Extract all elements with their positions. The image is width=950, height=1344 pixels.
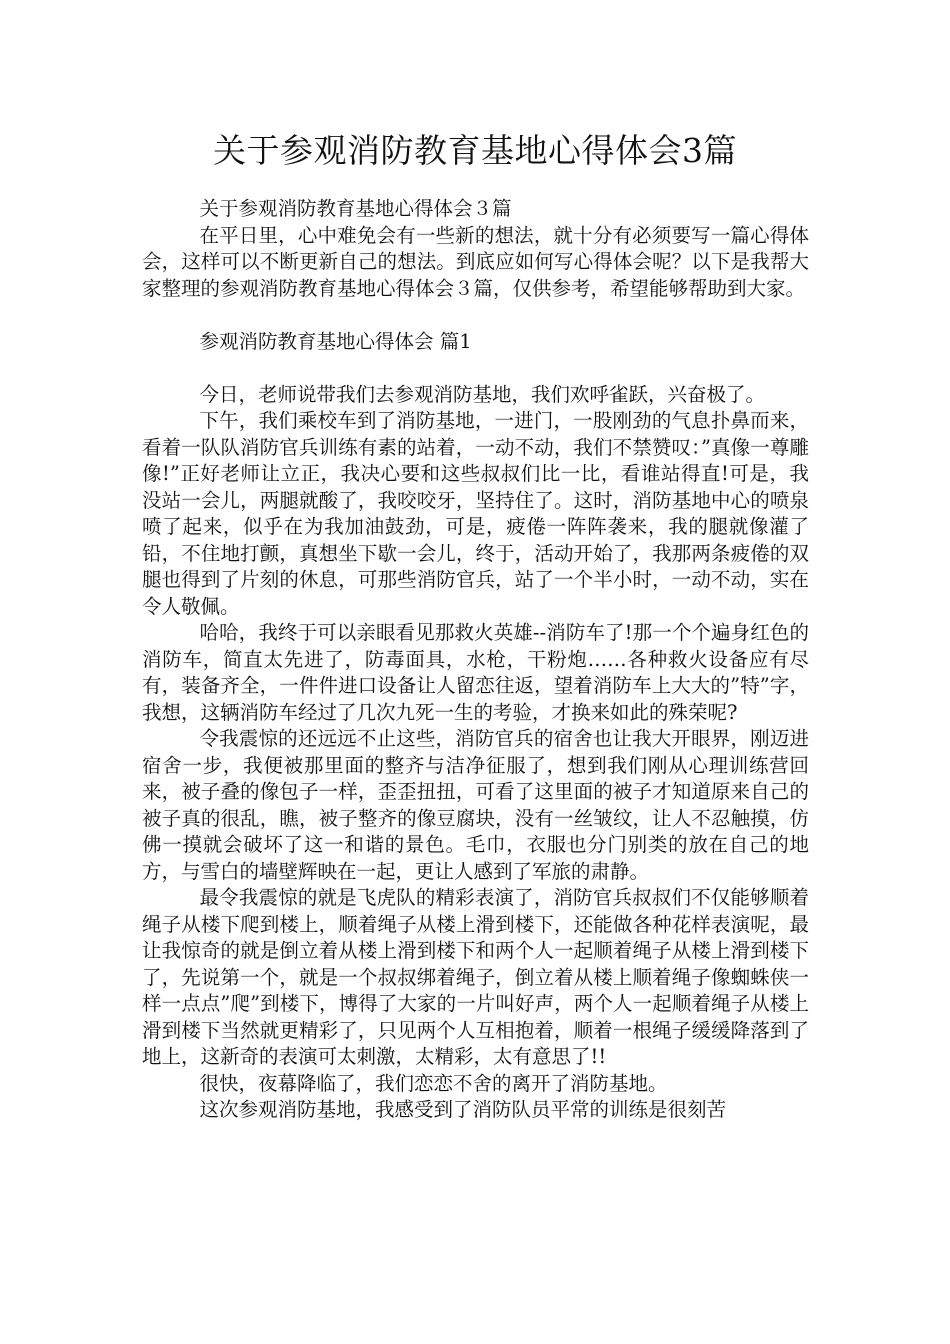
intro-paragraph: 在平日里，心中难免会有一些新的想法，就十分有必须要写一篇心得体会，这样可以不断更新自己的想法。到底应如何写心得体会呢？以下是我帮大家整理的参观消防教育基地心得体会３篇，仅供参考，希望能够帮助到大家。 bbox=[142, 223, 809, 300]
section-heading: 参观消防教育基地心得体会 篇1 bbox=[199, 329, 472, 353]
document-title: 关于参观消防教育基地心得体会3篇 bbox=[213, 131, 737, 170]
body-paragraph: 今日，老师说带我们去参观消防基地，我们欢呼雀跃，兴奋极了。 bbox=[199, 382, 766, 406]
body-paragraph: 最令我震惊的就是飞虎队的精彩表演了，消防官兵叔叔们不仅能够顺着绳子从楼下爬到楼上，顺着绳子从楼上滑到楼下，还能做各种花样表演呢，最让我惊奇的就是倒立着从楼上滑到楼下和两个人一起顺着绳子从楼上滑到楼下了，先说第一个，就是一个叔叔绑着绳子，倒立着从楼上顺着绳子像蜘蛛侠一样一点点”爬”到楼下，博得了大家的一片叫好声，两个人一起顺着绳子从楼上滑到楼下当然就更精彩了，只见两个人互相抱着，顺着一根绳子缓缓降落到了地上，这新奇的表演可太刺激，太精彩，太有意思了!! bbox=[142, 886, 809, 1068]
body-paragraph: 下午，我们乘校车到了消防基地，一进门，一股刚劲的气息扑鼻而来，看着一队队消防官兵训练有素的站着，一动不动，我们不禁赞叹：”真像一尊雕像!”正好老师让立正，我决心要和这些叔叔们比一比，看谁站得直!可是，我没站一会儿，两腿就酸了，我咬咬牙，坚持住了。这时，消防基地中心的喷泉喷了起来，似乎在为我加油鼓劲，可是，疲倦一阵阵袭来，我的腿就像灌了铅，不住地打颤，真想坐下歇一会儿，终于，活动开始了，我那两条疲倦的双腿也得到了片刻的休息，可那些消防官兵，站了一个半小时，一动不动，实在令人敬佩。 bbox=[142, 409, 809, 618]
body-paragraph: 很快，夜幕降临了，我们恋恋不舍的离开了消防基地。 bbox=[199, 1071, 668, 1095]
document-body bbox=[142, 196, 809, 1124]
body-paragraph: 这次参观消防基地，我感受到了消防队员平常的训练是很刻苦 bbox=[199, 1098, 727, 1121]
body-paragraph: 哈哈，我终于可以亲眼看见那救火英雄--消防车了!那一个个遍身红色的消防车，简直太先进了，防毒面具，水枪，干粉炮……各种救火设备应有尽有，装备齐全，一件件进口设备让人留恋往返，望着消防车上大大的”特”字，我想，这辆消防车经过了几次九死一生的考验，才换来如此的殊荣呢? bbox=[142, 621, 809, 724]
body-paragraph: 令我震惊的还远远不止这些，消防官兵的宿舍也让我大开眼界，刚迈进宿舍一步，我便被那里面的整齐与洁净征服了，想到我们刚从心理训练营回来，被子叠的像包子一样，歪歪扭扭，可看了这里面的被子才知道原来自己的被子真的很乱，瞧，被子整齐的像豆腐块，没有一丝皱纹，让人不忍触摸，仿佛一摸就会破坏了这一和谐的景色。毛巾，衣服也分门别类的放在自己的地方，与雪白的墙壁辉映在一起，更让人感到了军旅的肃静。 bbox=[142, 727, 809, 883]
subtitle-paragraph: 关于参观消防教育基地心得体会３篇 bbox=[199, 197, 512, 220]
